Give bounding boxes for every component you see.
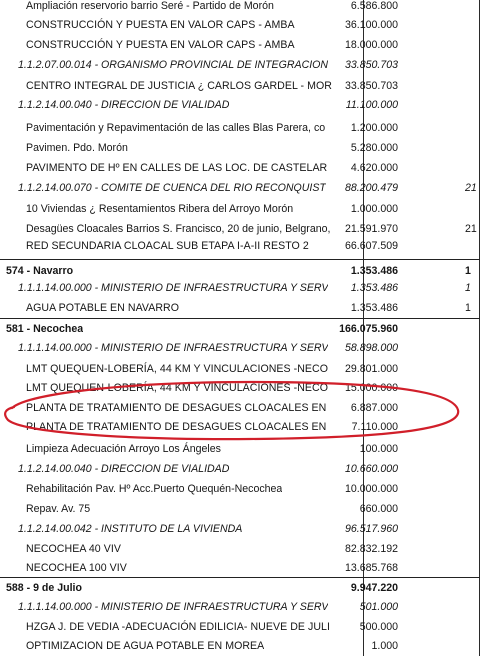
table-row [0,398,480,418]
row-amount: 1.200.000 [350,122,398,134]
table-row [0,417,480,437]
row-amount: 1.000 [371,640,398,652]
table-row [0,118,480,138]
row-description: NECOCHEA 40 VIV [26,543,121,555]
table-row [0,278,480,298]
row-amount: 15.000.000 [344,382,398,394]
section-header-row [0,319,480,339]
table-row [0,95,480,115]
row-amount: 4.620.000 [350,162,398,174]
table-row [0,459,480,479]
row-amount: 88.200.479 [344,182,398,194]
table-row [0,15,480,35]
table-row [0,558,480,578]
row-amount: 21.591.970 [344,223,398,235]
row-description: NECOCHEA 100 VIV [26,562,127,574]
row-amount: 10.660.000 [344,463,398,475]
row-amount: 33.850.703 [344,59,398,71]
table-row [0,0,480,16]
table-row [0,76,480,96]
row-description: Desagües Cloacales Barrios S. Francisco, 20 de junio, Belgrano, [26,223,331,235]
row-description: LMT QUEQUEN-LOBERÍA, 44 KM Y VINCULACIONES -NECO [26,363,329,375]
table-row [0,138,480,158]
row-description: LMT QUEQUEN-LOBERÍA, 44 KM Y VINCULACIONES -NECO [26,382,329,394]
row-description: CONSTRUCCIÓN Y PUESTA EN VALOR CAPS - AMBA [26,39,295,51]
table-row [0,35,480,55]
row-description: HZGA J. DE VEDIA -ADECUACIÓN EDILICIA- NUEVE DE JULI [26,621,330,633]
row-description: Rehabilitación Pav. Hº Acc.Puerto Quequén-Necochea [26,483,283,495]
row-amount: 6.586.800 [350,0,398,12]
row-next-column-value: 21 [465,182,477,194]
row-description: PAVIMENTO DE Hº EN CALLES DE LAS LOC. DE CASTELAR [26,162,328,174]
section-title: 588 - 9 de Julio [6,582,82,594]
row-next-column-value: 1 [465,302,471,314]
row-next-column-value: 1 [465,265,471,277]
row-amount: 100.000 [359,443,398,455]
row-description: 10 Viviendas ¿ Resentamientos Ribera del Arroyo Morón [26,203,294,215]
table-row [0,439,480,459]
row-amount: 500.000 [359,621,398,633]
row-description: PLANTA DE TRATAMIENTO DE DESAGUES CLOACALES EN [26,402,327,414]
table-row [0,378,480,398]
row-description: 1.1.1.14.00.000 - MINISTERIO DE INFRAESTRUCTURA Y SERV [18,601,329,613]
row-next-column-value: 21 [465,223,477,235]
section-title: 574 - Navarro [6,265,74,277]
row-description: AGUA POTABLE EN NAVARRO [26,302,180,314]
section-total: 166.075.960 [339,323,398,335]
row-description: RED SECUNDARIA CLOACAL SUB ETAPA I-A-II RESTO 2 [26,240,309,252]
section-header-row [0,578,480,598]
row-amount: 13.685.768 [344,562,398,574]
row-amount: 66.607.509 [344,240,398,252]
table-row [0,55,480,75]
table-row [0,539,480,559]
table-row [0,338,480,358]
table-row [0,199,480,219]
section-separator-navarro [0,259,480,260]
table-row [0,479,480,499]
row-amount: 1.353.486 [350,302,398,314]
row-description: 1.1.1.14.00.000 - MINISTERIO DE INFRAESTRUCTURA Y SERV [18,342,329,354]
table-row [0,597,480,617]
row-amount: 11.100.000 [345,99,398,111]
row-description: 1.1.2.14.00.070 - COMITE DE CUENCA DEL RIO RECONQUIST [18,182,326,194]
row-description: CONSTRUCCIÓN Y PUESTA EN VALOR CAPS - AMBA [26,19,295,31]
row-amount: 1.353.486 [350,282,398,294]
row-description: PLANTA DE TRATAMIENTO DE DESAGUES CLOACALES EN [26,421,327,433]
table-row [0,617,480,637]
row-description: 1.1.2.14.00.042 - INSTITUTO DE LA VIVIENDA [18,523,243,535]
row-description: Pavimen. Pdo. Morón [26,142,128,154]
table-row [0,158,480,178]
table-row [0,636,480,656]
row-amount: 82.832.192 [344,543,398,555]
row-amount: 36.100.000 [344,19,398,31]
row-description: 1.1.2.14.00.040 - DIRECCION DE VIALIDAD [18,99,230,111]
row-description: 1.1.1.14.00.000 - MINISTERIO DE INFRAESTRUCTURA Y SERV [18,282,329,294]
section-total: 1.353.486 [350,265,398,277]
row-description: Pavimentación y Repavimentación de las calles Blas Parera, co [26,122,326,134]
table-row [0,499,480,519]
row-amount: 18.000.000 [344,39,398,51]
section-title: 581 - Necochea [6,323,84,335]
table-row [0,298,480,318]
row-amount: 7.110.000 [351,421,398,433]
table-row [0,359,480,379]
row-amount: 660.000 [359,503,398,515]
row-next-column-value: 1 [465,282,471,294]
row-amount: 5.280.000 [350,142,398,154]
row-description: Limpieza Adecuación Arroyo Los Ángeles [26,443,221,455]
table-row [0,236,480,256]
row-amount: 6.887.000 [350,402,398,414]
row-description: Repav. Av. 75 [26,503,91,515]
row-amount: 33.850.703 [344,80,398,92]
table-row [0,178,480,198]
row-amount: 96.517.960 [344,523,398,535]
row-description: 1.1.2.14.00.040 - DIRECCION DE VIALIDAD [18,463,230,475]
row-amount: 58.898.000 [344,342,398,354]
row-amount: 29.801.000 [344,363,398,375]
row-description: OPTIMIZACION DE AGUA POTABLE EN MOREA [26,640,265,652]
row-amount: 501.000 [359,601,398,613]
row-description: Ampliación reservorio barrio Seré - Partido de Morón [26,0,274,12]
section-total: 9.947.220 [350,582,398,594]
row-description: CENTRO INTEGRAL DE JUSTICIA ¿ CARLOS GARDEL - MOR [26,80,332,92]
row-description: 1.1.2.07.00.014 - ORGANISMO PROVINCIAL DE INTEGRACION [18,59,329,71]
row-amount: 1.000.000 [350,203,398,215]
row-amount: 10.000.000 [344,483,398,495]
table-row [0,519,480,539]
